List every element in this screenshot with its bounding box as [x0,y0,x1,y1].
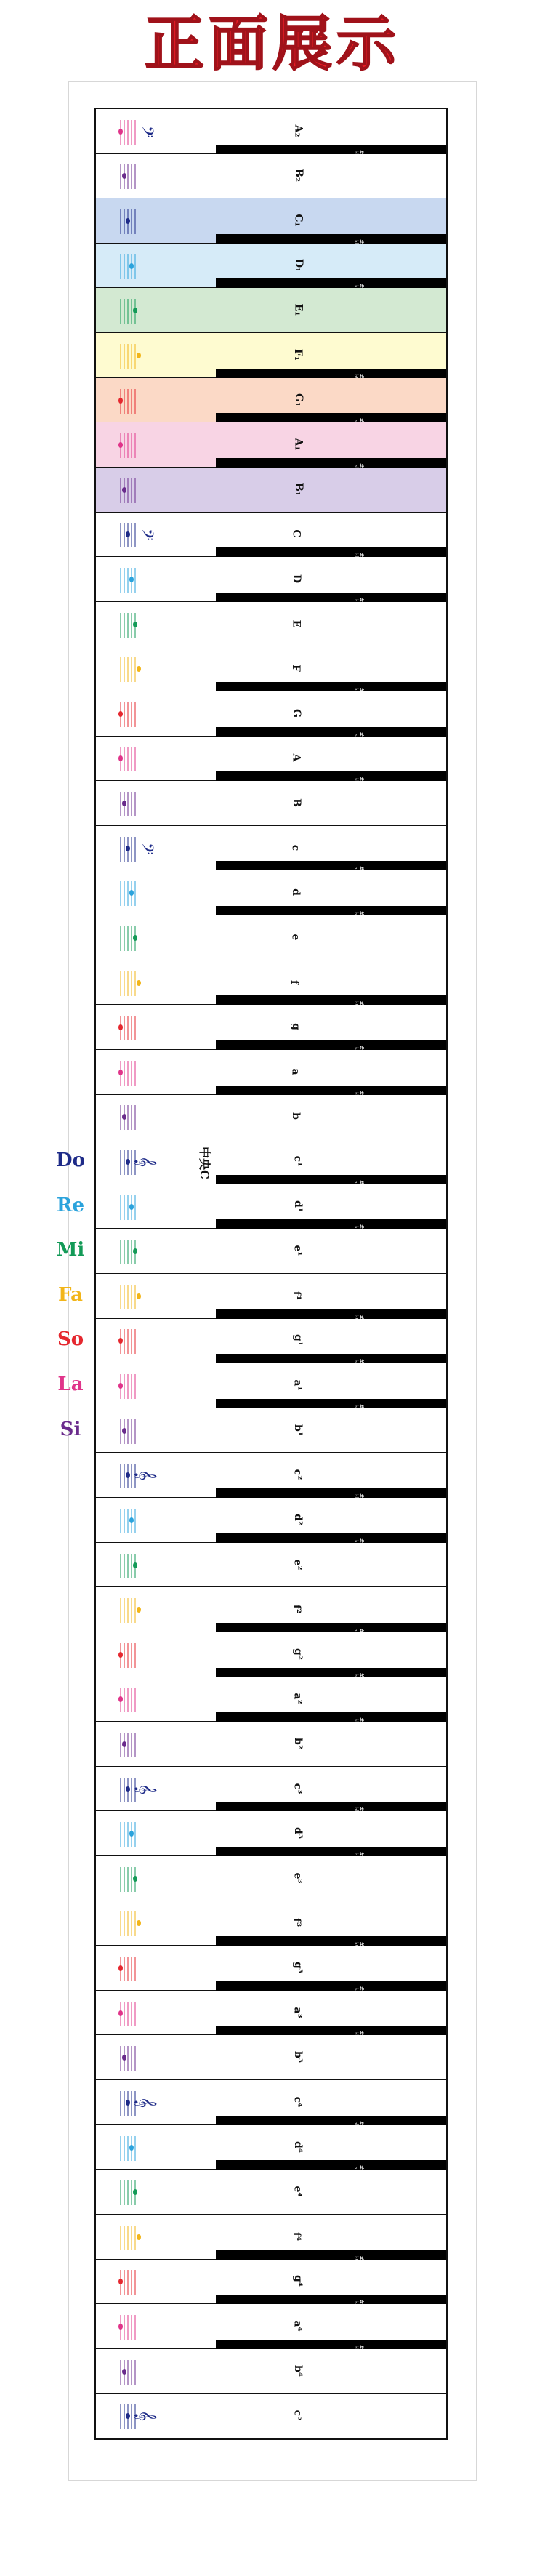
staff-lines [110,698,161,730]
staff-lines [110,2176,161,2208]
white-key-label: b² [291,1737,304,1749]
staff-lines [110,2042,161,2074]
staff-lines [110,1952,161,1984]
staff-lines [110,1191,161,1223]
solfege-label: Re [56,1194,85,1216]
white-key-label: C [290,529,302,538]
staff-lines [110,2400,161,2432]
treble-clef-icon: 𝄞 [134,2410,156,2422]
staff-lines [110,294,161,326]
white-key-label: a [289,1068,302,1075]
staff-lines [110,922,161,954]
staff-lines [110,832,161,864]
white-key-label: b [289,1112,302,1120]
staff-lines [110,2087,161,2119]
white-key-label: F [289,665,302,673]
staff-lines [110,1459,161,1491]
staff-lines [110,1683,161,1715]
staff-lines [110,1728,161,1760]
white-key-label: d [289,888,302,896]
staff-lines [110,1280,161,1312]
staff-lines [110,1549,161,1581]
white-key-label: e² [291,1558,304,1570]
piano-keyboard-strip [56,108,448,2440]
solfege-label: Do [56,1149,85,1171]
white-key-label: c⁵ [291,2410,304,2421]
staff-lines [110,2356,161,2388]
white-key-label: F₁ [292,348,304,361]
staff-lines [110,385,161,417]
solfege-label: Mi [56,1239,85,1261]
white-key-label: b³ [291,2051,304,2063]
white-key-label: G [290,708,302,718]
staff-lines [110,1056,161,1088]
staff-lines [110,1370,161,1402]
staff-lines [110,967,161,999]
white-key-label: B [290,798,302,807]
solfege-label: Fa [58,1283,83,1306]
staff-lines [110,160,161,192]
staff-lines [110,1594,161,1626]
page-title: 正面展示 [144,9,400,79]
staff-lines [110,1504,161,1536]
white-key-label: g [289,1023,302,1031]
white-key-label: g² [291,1648,304,1660]
staff-lines [110,2311,161,2343]
staff-lines [110,1863,161,1895]
white-key-label: c¹ [291,1155,304,1167]
white-key-label: e⁴ [291,2186,304,2197]
staff-lines [110,1907,161,1939]
staff-lines [110,563,161,595]
treble-clef-icon: 𝄞 [134,2096,156,2108]
white-key-label: e¹ [291,1245,304,1256]
staff-lines [110,742,161,774]
staff-lines [110,1101,161,1133]
white-key-label: c³ [291,1783,304,1794]
white-key-label: a¹ [291,1379,304,1391]
bass-clef-icon: 𝄢 [134,125,156,138]
white-key-label: B₁ [292,482,304,496]
white-key-label: c⁴ [291,2096,304,2108]
staff-lines [110,1639,161,1671]
white-key-label: d⁴ [291,2140,304,2153]
staff-lines [110,1011,161,1043]
white-key-label: D [291,574,303,584]
staff-lines [110,1235,161,1267]
white-key-label: e [289,934,302,941]
white-key-label: A [290,753,302,762]
white-key-label: A₂ [292,124,304,137]
white-key-label: D₁ [293,258,305,272]
white-key-label: f³ [291,1918,303,1927]
white-key-label: a⁴ [291,2320,304,2332]
staff-lines [110,2132,161,2164]
white-key-label: g³ [291,1962,304,1973]
staff-lines [110,1325,161,1357]
white-key-label: f¹ [291,1291,303,1300]
white-key-label: c [289,844,302,851]
white-key-label: b¹ [291,1424,304,1436]
solfege-label: La [57,1373,84,1396]
staff-lines [110,518,161,550]
white-key-label: a² [291,1693,304,1704]
white-key-label: d² [291,1513,304,1525]
white-key-label: G₁ [293,393,305,406]
staff-lines [110,1818,161,1850]
staff-lines [110,340,161,372]
staff-lines [110,429,161,461]
staff-lines [110,2221,161,2253]
white-key-label: E₁ [292,303,304,316]
white-key-label: A₁ [292,438,304,451]
white-key-label: a³ [291,2007,304,2018]
staff-lines [110,653,161,685]
staff-lines [110,877,161,909]
staff-lines [110,250,161,282]
bass-clef-icon: 𝄢 [134,842,156,855]
white-key-label: C₁ [292,214,304,227]
bass-clef-icon: 𝄢 [134,529,156,542]
white-key-label: d¹ [291,1200,304,1212]
treble-clef-icon: 𝄞 [134,1783,156,1794]
treble-clef-icon: 𝄞 [134,1155,156,1168]
staff-lines [110,1146,161,1178]
solfege-label: Si [60,1418,81,1440]
white-key-label: b⁴ [291,2364,304,2377]
staff-lines [110,609,161,641]
staff-lines [110,116,161,148]
white-key-label: g¹ [291,1334,304,1347]
white-key-label: f⁴ [291,2231,303,2241]
staff-lines [110,787,161,819]
staff-lines [110,474,161,506]
white-key-label: g⁴ [291,2275,304,2287]
white-key-label: c² [291,1469,304,1480]
treble-clef-icon: 𝄞 [134,1469,156,1481]
white-key-label: d³ [291,1827,304,1839]
staff-lines [110,1997,161,2029]
white-key-label: f² [291,1605,303,1614]
white-key-label: B₂ [292,169,304,182]
staff-lines [110,205,161,237]
middle-c-label: 中央C [197,1147,211,1179]
solfege-label: So [57,1328,84,1351]
white-key-label: f [288,979,301,984]
staff-lines [110,1415,161,1447]
white-key-label: E [290,619,302,627]
staff-lines [110,2266,161,2298]
staff-lines [110,1773,161,1805]
white-key-label: e³ [291,1872,304,1884]
